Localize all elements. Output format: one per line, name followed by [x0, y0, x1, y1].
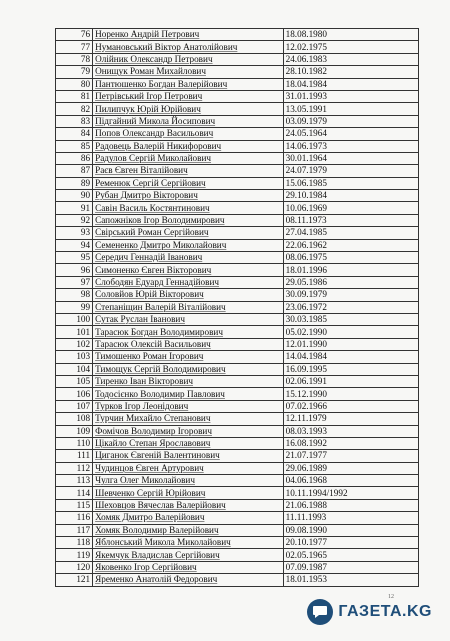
- birth-date: 21.07.1977: [283, 450, 418, 462]
- person-name: Петрівський Ігор Петрович: [93, 90, 284, 102]
- person-name: Шевченко Сергій Юрійович: [93, 487, 284, 499]
- person-name: Норенко Андрій Петрович: [93, 29, 284, 41]
- row-number: 85: [56, 140, 93, 152]
- birth-date: 09.08.1990: [283, 524, 418, 536]
- birth-date: 05.02.1990: [283, 326, 418, 338]
- birth-date: 18.04.1984: [283, 78, 418, 90]
- person-name: Сутак Руслан Іванович: [93, 313, 284, 325]
- table-row: [56, 227, 419, 239]
- birth-date: 31.01.1993: [283, 90, 418, 102]
- person-name: Чулга Олег Миколайович: [93, 475, 284, 487]
- row-number: 118: [56, 537, 93, 549]
- person-name: Симоненко Євген Вікторович: [93, 264, 284, 276]
- speech-bubble-icon: [307, 599, 333, 625]
- table-row: [56, 313, 419, 325]
- row-number: 98: [56, 289, 93, 301]
- table-row: [56, 537, 419, 549]
- table-row: [56, 90, 419, 102]
- table-row: [56, 512, 419, 524]
- table-row: [56, 363, 419, 375]
- person-name: Свірський Роман Сергійович: [93, 227, 284, 239]
- person-name: Тарасюк Олексій Васильович: [93, 338, 284, 350]
- table-row: [56, 413, 419, 425]
- table-row: [56, 375, 419, 387]
- row-number: 82: [56, 103, 93, 115]
- table-row: [56, 574, 419, 586]
- row-number: 94: [56, 239, 93, 251]
- table-row: [56, 128, 419, 140]
- row-number: 78: [56, 53, 93, 65]
- row-number: 102: [56, 338, 93, 350]
- table-row: [56, 78, 419, 90]
- birth-date: 16.08.1992: [283, 437, 418, 449]
- table-row: [56, 450, 419, 462]
- page-number: 12: [388, 594, 394, 600]
- person-name: Якемчук Владислав Сергійович: [93, 549, 284, 561]
- birth-date: 30.09.1979: [283, 289, 418, 301]
- person-name: Степаніщин Валерій Віталійович: [93, 301, 284, 313]
- person-name: Семененко Дмитро Миколайович: [93, 239, 284, 251]
- row-number: 89: [56, 177, 93, 189]
- birth-date: 30.01.1964: [283, 152, 418, 164]
- person-name: Тимощук Сергій Володимирович: [93, 363, 284, 375]
- row-number: 96: [56, 264, 93, 276]
- table-row: [56, 400, 419, 412]
- table-row: [56, 351, 419, 363]
- row-number: 109: [56, 425, 93, 437]
- row-number: 105: [56, 375, 93, 387]
- table-row: [56, 239, 419, 251]
- person-name: Турчин Михайло Степанович: [93, 413, 284, 425]
- birth-date: 29.06.1989: [283, 462, 418, 474]
- table-row: [56, 165, 419, 177]
- row-number: 121: [56, 574, 93, 586]
- table-row: [56, 388, 419, 400]
- birth-date: 18.01.1953: [283, 574, 418, 586]
- row-number: 87: [56, 165, 93, 177]
- table-row: [56, 264, 419, 276]
- table-row: [56, 202, 419, 214]
- row-number: 117: [56, 524, 93, 536]
- table-row: [56, 475, 419, 487]
- birth-date: 04.06.1968: [283, 475, 418, 487]
- row-number: 114: [56, 487, 93, 499]
- person-name: Пантюшенко Богдан Валерійович: [93, 78, 284, 90]
- row-number: 113: [56, 475, 93, 487]
- table-row: [56, 499, 419, 511]
- logo-text: ГАЗЕТА.KG: [338, 603, 432, 620]
- birth-date: 11.11.1993: [283, 512, 418, 524]
- birth-date: 16.09.1995: [283, 363, 418, 375]
- person-name: Підгайний Микола Йосипович: [93, 115, 284, 127]
- person-name: Тодосієнко Володимир Павлович: [93, 388, 284, 400]
- table-row: [56, 487, 419, 499]
- row-number: 81: [56, 90, 93, 102]
- table-row: [56, 115, 419, 127]
- person-name: Хомяк Дмитро Валерійович: [93, 512, 284, 524]
- birth-date: 12.02.1975: [283, 41, 418, 53]
- row-number: 101: [56, 326, 93, 338]
- birth-date: 12.11.1979: [283, 413, 418, 425]
- row-number: 120: [56, 561, 93, 573]
- row-number: 79: [56, 66, 93, 78]
- birth-date: 14.04.1984: [283, 351, 418, 363]
- person-name: Середич Геннадій Іванович: [93, 252, 284, 264]
- row-number: 104: [56, 363, 93, 375]
- birth-date: 27.04.1985: [283, 227, 418, 239]
- birth-date: 29.05.1986: [283, 276, 418, 288]
- birth-date: 03.09.1979: [283, 115, 418, 127]
- table-row: [56, 190, 419, 202]
- person-name: Раєв Євген Віталійович: [93, 165, 284, 177]
- row-number: 110: [56, 437, 93, 449]
- birth-date: 08.06.1975: [283, 252, 418, 264]
- table-row: [56, 289, 419, 301]
- birth-date: 02.06.1991: [283, 375, 418, 387]
- table-row: [56, 252, 419, 264]
- table-row: [56, 524, 419, 536]
- row-number: 107: [56, 400, 93, 412]
- person-name: Хомяк Володимир Валерійович: [93, 524, 284, 536]
- birth-date: 30.03.1985: [283, 313, 418, 325]
- table-row: [56, 53, 419, 65]
- person-name: Яременко Анатолій Федорович: [93, 574, 284, 586]
- row-number: 80: [56, 78, 93, 90]
- birth-date: 24.07.1979: [283, 165, 418, 177]
- person-name: Радовець Валерій Никифорович: [93, 140, 284, 152]
- person-name: Рубан Дмитро Вікторович: [93, 190, 284, 202]
- row-number: 77: [56, 41, 93, 53]
- row-number: 83: [56, 115, 93, 127]
- row-number: 106: [56, 388, 93, 400]
- birth-date: 07.09.1987: [283, 561, 418, 573]
- person-name: Чудинцов Євген Артурович: [93, 462, 284, 474]
- table-row: [56, 66, 419, 78]
- birth-date: 28.10.1982: [283, 66, 418, 78]
- table-row: [56, 29, 419, 41]
- table-row: [56, 41, 419, 53]
- birth-date: 20.10.1977: [283, 537, 418, 549]
- birth-date: 07.02.1966: [283, 400, 418, 412]
- person-name: Олійник Олександр Петрович: [93, 53, 284, 65]
- birth-date: 12.01.1990: [283, 338, 418, 350]
- row-number: 95: [56, 252, 93, 264]
- birth-date: 24.05.1964: [283, 128, 418, 140]
- row-number: 99: [56, 301, 93, 313]
- table-row: [56, 214, 419, 226]
- person-name: Яковенко Ігор Сергійович: [93, 561, 284, 573]
- row-number: 111: [56, 450, 93, 462]
- table-row: [56, 549, 419, 561]
- row-number: 86: [56, 152, 93, 164]
- person-name: Слободян Едуард Геннадійович: [93, 276, 284, 288]
- birth-date: 15.12.1990: [283, 388, 418, 400]
- table-row: [56, 140, 419, 152]
- birth-date: 21.06.1988: [283, 499, 418, 511]
- person-name: Тарасюк Богдан Володимирович: [93, 326, 284, 338]
- row-number: 97: [56, 276, 93, 288]
- roster-body: [56, 29, 419, 587]
- person-name: Попов Олександр Васильович: [93, 128, 284, 140]
- birth-date: 08.11.1973: [283, 214, 418, 226]
- row-number: 93: [56, 227, 93, 239]
- birth-date: 18.01.1996: [283, 264, 418, 276]
- row-number: 116: [56, 512, 93, 524]
- site-logo: [307, 599, 432, 625]
- person-name: Ременюк Сергій Сергійович: [93, 177, 284, 189]
- table-row: [56, 276, 419, 288]
- birth-date: 29.10.1984: [283, 190, 418, 202]
- birth-date: 23.06.1972: [283, 301, 418, 313]
- birth-date: 22.06.1962: [283, 239, 418, 251]
- birth-date: 24.06.1983: [283, 53, 418, 65]
- table-row: [56, 561, 419, 573]
- table-row: [56, 326, 419, 338]
- birth-date: 15.06.1985: [283, 177, 418, 189]
- person-name: Шеховцов Вячеслав Валерійович: [93, 499, 284, 511]
- person-name: Радулов Сергій Миколайович: [93, 152, 284, 164]
- roster-table: [55, 28, 419, 587]
- birth-date: 13.05.1991: [283, 103, 418, 115]
- table-row: [56, 152, 419, 164]
- row-number: 84: [56, 128, 93, 140]
- birth-date: 18.08.1980: [283, 29, 418, 41]
- row-number: 115: [56, 499, 93, 511]
- row-number: 100: [56, 313, 93, 325]
- birth-date: 08.03.1993: [283, 425, 418, 437]
- table-row: [56, 425, 419, 437]
- table-row: [56, 338, 419, 350]
- person-name: Фомічов Володимир Ігорович: [93, 425, 284, 437]
- person-name: Турков Ігор Леонідович: [93, 400, 284, 412]
- table-row: [56, 103, 419, 115]
- person-name: Яблонський Микола Миколайович: [93, 537, 284, 549]
- table-row: [56, 462, 419, 474]
- person-name: Пилипчук Юрій Юрійович: [93, 103, 284, 115]
- row-number: 76: [56, 29, 93, 41]
- person-name: Нумановський Віктор Анатолійович: [93, 41, 284, 53]
- row-number: 119: [56, 549, 93, 561]
- birth-date: 10.06.1969: [283, 202, 418, 214]
- birth-date: 10.11.1994/1992: [283, 487, 418, 499]
- birth-date: 02.05.1965: [283, 549, 418, 561]
- person-name: Онищук Роман Михайлович: [93, 66, 284, 78]
- row-number: 103: [56, 351, 93, 363]
- person-name: Тимошенко Роман Ігорович: [93, 351, 284, 363]
- row-number: 91: [56, 202, 93, 214]
- table-row: [56, 177, 419, 189]
- table-row: [56, 437, 419, 449]
- table-row: [56, 301, 419, 313]
- person-name: Цікайло Степан Ярославович: [93, 437, 284, 449]
- person-name: Сапожніков Ігор Володимирович: [93, 214, 284, 226]
- row-number: 92: [56, 214, 93, 226]
- person-name: Тиренко Іван Вікторович: [93, 375, 284, 387]
- row-number: 90: [56, 190, 93, 202]
- person-name: Циганок Євгеній Валентинович: [93, 450, 284, 462]
- row-number: 112: [56, 462, 93, 474]
- person-name: Савін Василь Костянтинович: [93, 202, 284, 214]
- person-name: Соловйов Юрій Вікторович: [93, 289, 284, 301]
- birth-date: 14.06.1973: [283, 140, 418, 152]
- row-number: 108: [56, 413, 93, 425]
